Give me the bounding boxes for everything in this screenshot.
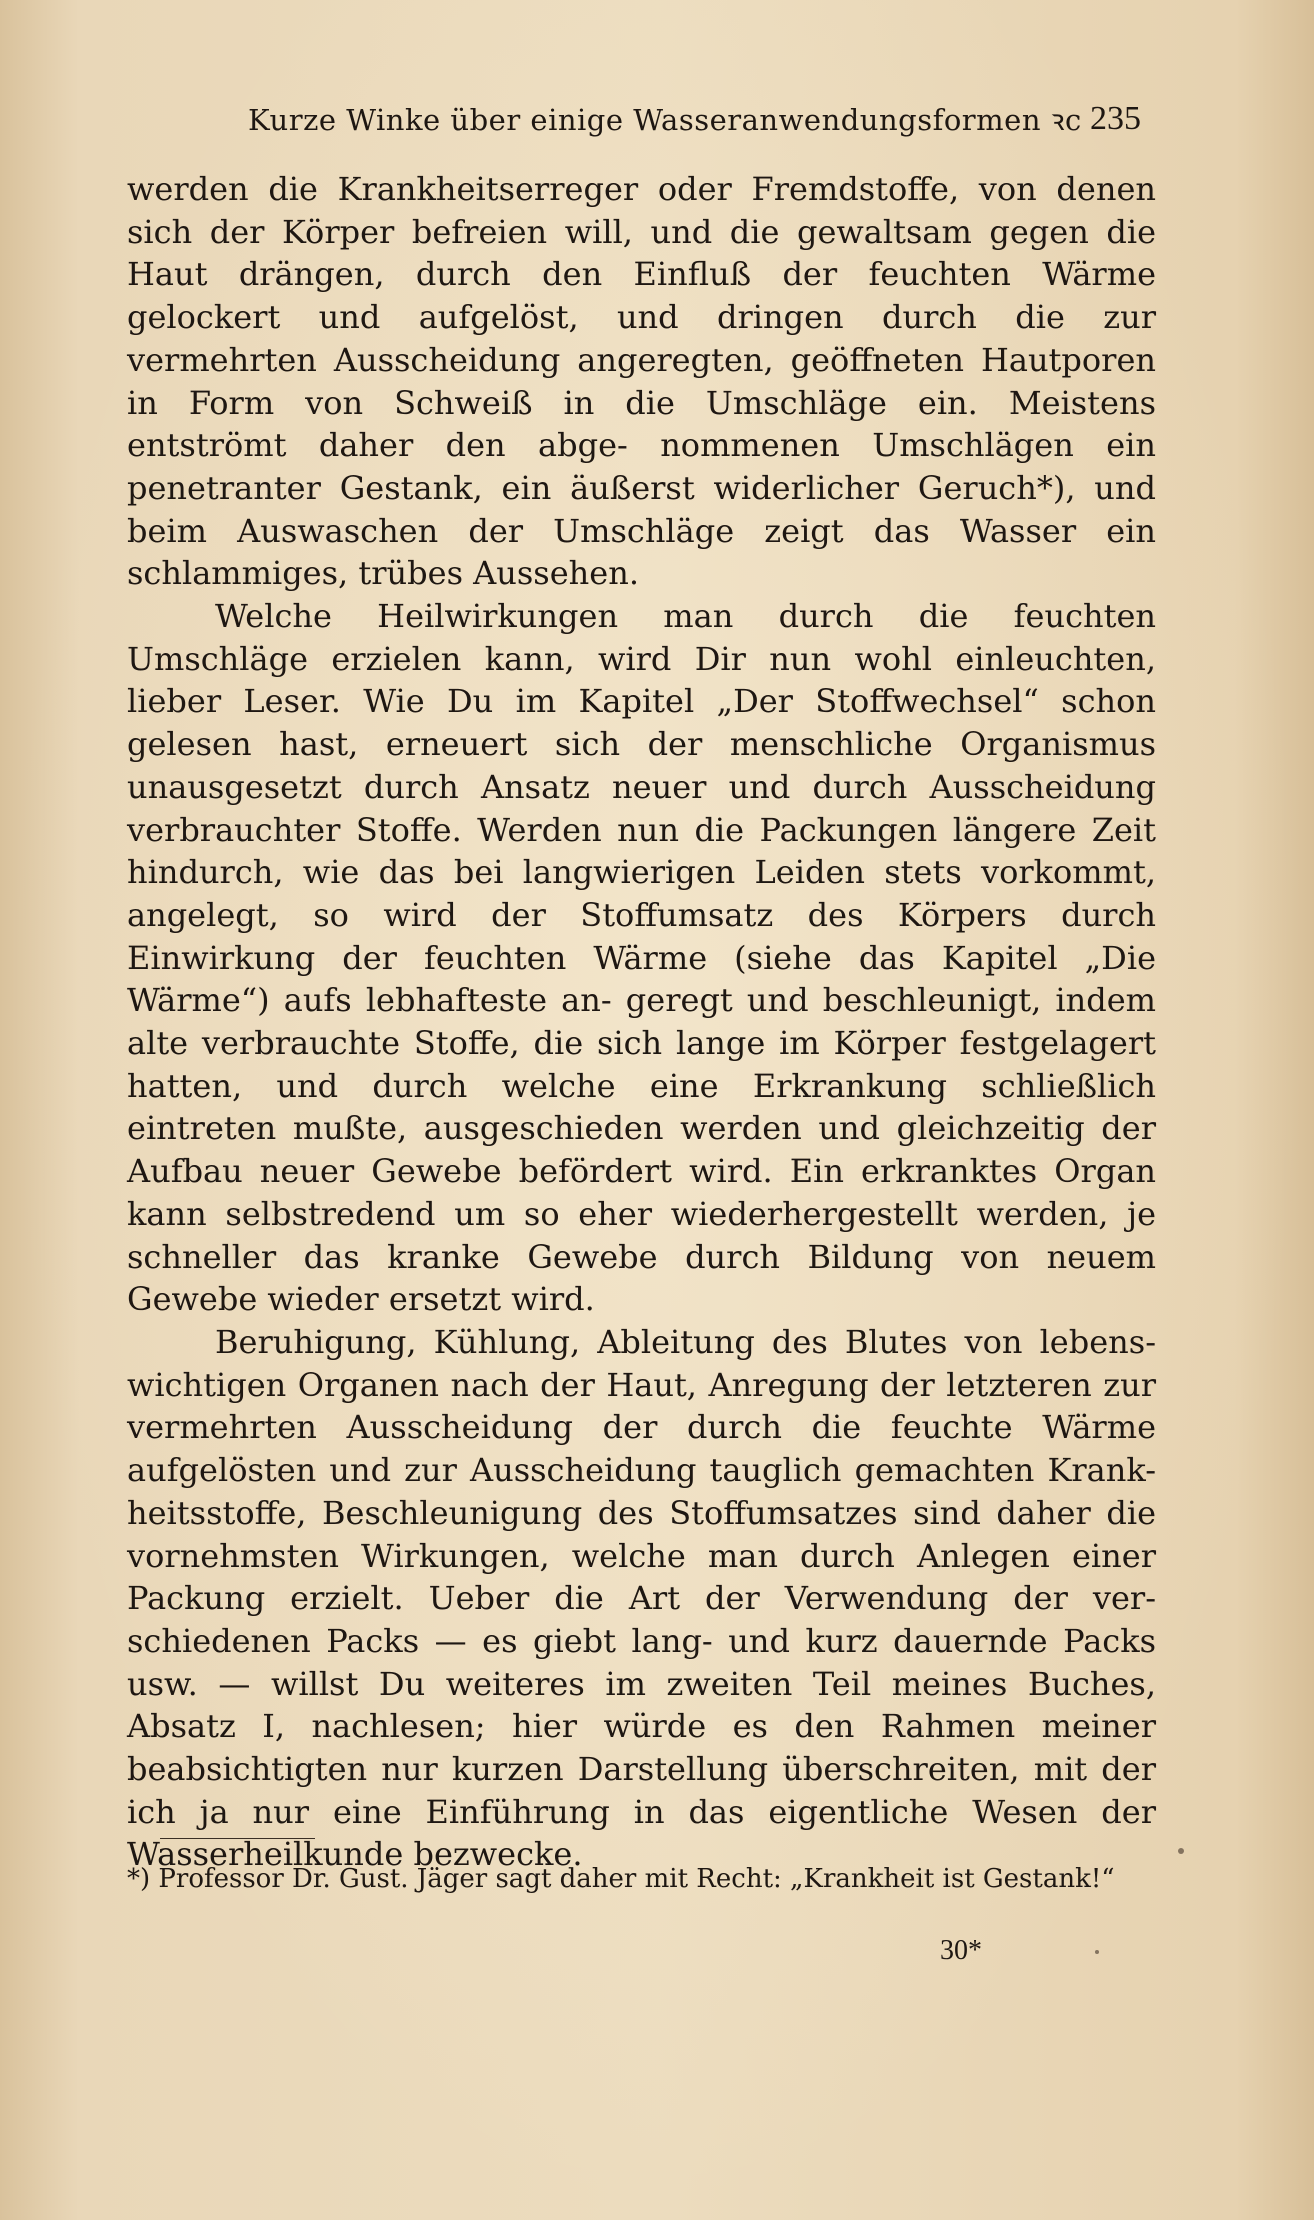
page-number: 235: [1090, 100, 1141, 137]
paper-speck: [1095, 1950, 1099, 1954]
footnote: *) Professor Dr. Gust. Jäger sagt daher mit Recht: „Krankheit ist Gestank!“: [127, 1864, 1115, 1894]
paper-speck: [1178, 1848, 1184, 1854]
printer-signature-mark: 30*: [940, 1935, 982, 1966]
paragraph-3: Beruhigung, Kühlung, Ableitung des Blutes von lebens- wichtigen Organen nach der Haut, Anregung der letzteren zur vermehrten Ausscheidung der durch die feuchte Wärme aufgelösten und zur Ausscheidung tauglich gemachten Krank- heitsstoffe, Beschleunigung des Stoffumsatzes sind daher die vornehmsten Wirkungen, welche man durch Anlegen einer Packung erzielt. Ueber die Art der Verwendung der ver- schiedenen Packs — es giebt lang- und kurz dauernde Packs usw. — willst Du weiteres im zweiten Teil meines Buches, Absatz I, nachlesen; hier würde es den Rahmen meiner beabsichtigten nur kurzen Darstellung überschreiten, mit der ich ja nur eine Einführung in das eigentliche Wesen der Wasserheilkunde bezwecke.: [127, 1322, 1156, 1874]
paragraph-2: Welche Heilwirkungen man durch die feuchten Umschläge erzielen kann, wird Dir nun wohl einleuchten, lieber Leser. Wie Du im Kapitel „Der Stoffwechsel“ schon gelesen hast, erneuert sich der menschliche Organismus unausgesetzt durch Ansatz neuer und durch Ausscheidung verbrauchter Stoffe. Werden nun die Packungen längere Zeit hindurch, wie das bei langwierigen Leiden stets vorkommt, angelegt, so wird der Stoffumsatz des Körpers durch Einwirkung der feuchten Wärme (siehe das Kapitel „Die Wärme“) aufs lebhafteste an- geregt und beschleunigt, indem alte verbrauchte Stoffe, die sich lange im Körper festgelagert hatten, und durch welche eine Erkrankung schließlich eintreten mußte, ausgeschieden werden und gleichzeitig der Aufbau neuer Gewebe befördert wird. Ein erkranktes Organ kann selbstredend um so eher wiederhergestellt werden, je schneller das kranke Gewebe durch Bildung von neuem Gewebe wieder ersetzt wird.: [127, 597, 1156, 1319]
running-title: Kurze Winke über einige Wasseranwendungsformen ꝛc: [248, 103, 1082, 137]
paragraph-1: werden die Krankheitserreger oder Fremdstoffe, von denen sich der Körper befreien will, und die gewaltsam gegen die Haut drängen, durch den Einfluß der feuchten Wärme gelockert und aufgelöst, und dringen durch die zur vermehrten Ausscheidung angeregten, geöffneten Hautporen in Form von Schweiß in die Umschläge ein. Meistens entströmt daher den abge- nommenen Umschlägen ein penetranter Gestank, ein äußerst widerlicher Geruch*), und beim Auswaschen der Umschläge zeigt das Wasser ein schlammiges, trübes Aussehen.: [127, 170, 1156, 593]
footnote-divider: [160, 1838, 315, 1839]
body-text: [127, 168, 1156, 1876]
